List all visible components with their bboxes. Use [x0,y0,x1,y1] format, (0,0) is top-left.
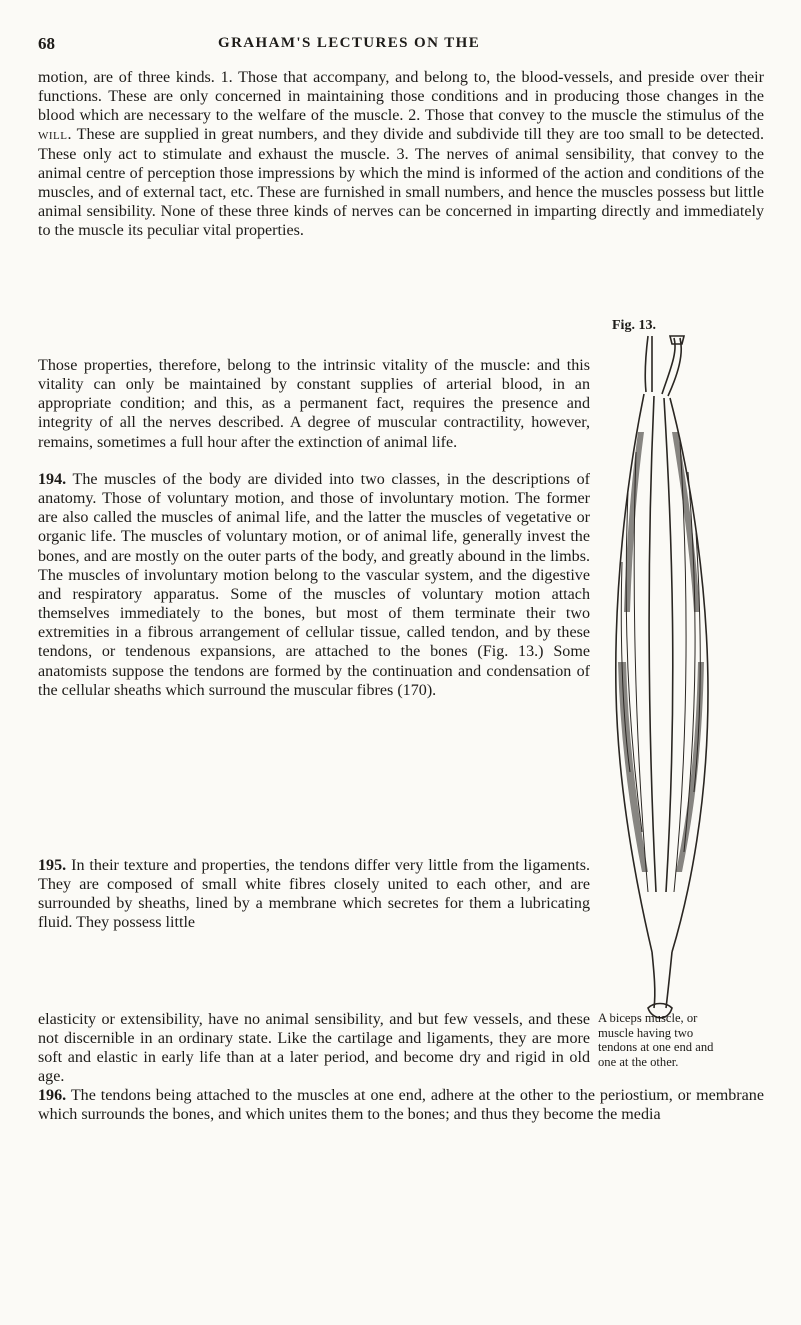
section-number-195: 195. [38,857,67,874]
paragraph-195 [38,856,590,933]
page-number: 68 [38,34,55,53]
paragraph-text: elasticity or extensibility, have no animal sensibility, and but few vessels, and these not discernible in an ordinary state. Like the cartilage and ligaments, they are more soft and elastic in early life than at a later period, and become dry and rigid in old age. [38,1011,590,1086]
paragraph-193-continued [38,68,764,240]
biceps-muscle-illustration [608,332,718,1022]
small-caps-will: will. [38,126,73,144]
paragraph-text: These are supplied in great numbers, and they divide and subdivide till they are too small to be detected. These only act to stimulate and exhaust the muscle. 3. The nerves of animal sensibility, that convey to the animal centre of perception those impressions by which the mind is informed of the action and conditions of the muscles, and of external tact, etc. These are furnished in small numbers, and hence the muscles possess but little animal sensibility. None of these three kinds of nerves can be concerned in imparting directly and immediately to the muscle its peculiar vital properties. [38,126,765,240]
paragraph-text: In their texture and properties, the tendons differ very little from the ligaments. They are composed of small white fibres closely united to each other, and are surrounded by sheaths, lined by a membrane which secretes for them a lubricating fluid. They possess little [38,857,590,932]
running-head: GRAHAM'S LECTURES ON THE [218,35,481,51]
page-header [38,34,758,58]
figure-caption: A biceps muscle, or muscle having two tendons at one end and one at the other. [598,1011,714,1069]
paragraph-text: Those properties, therefore, belong to the intrinsic vitality of the muscle: and this vitality can only be maintained by constant supplies of arterial blood, in an appropriate condition; and this, as a permanent fact, requires the presence and integrity of all the nerves described. A degree of muscular contractility, however, remains, sometimes a full hour after the extinction of animal life. [38,357,590,451]
paragraph-text: The muscles of the body are divided into two classes, in the descriptions of anatomy. Those of voluntary motion, and those of involuntary motion. The former are also called the muscles of animal life, and the latter the muscles of vegetative or organic life. The muscles of voluntary motion, or of animal life, generally invest the bones, and are mostly on the outer parts of the body, and greatly abound in the limbs. The muscles of involuntary motion belong to the vascular system, and the digestive and respiratory apparatus. Some of the muscles of voluntary motion attach themselves immediately to the bones, but most of them terminate their two extremities in a fibrous arrangement of cellular tissue, called tendon, and by these tendons, or tendenous expansions, are attached to the bones (Fig. 13.) Some anatomists suppose the tendons are formed by the continuation and condensation of the cellular sheaths which surround the muscular fibres (170). [38,471,590,699]
paragraph-193-narrow [38,356,590,452]
section-number-194: 194. [38,471,67,488]
paragraph-196 [38,1086,764,1124]
paragraph-195-continued [38,1010,590,1087]
paragraph-text: The tendons being attached to the muscles at one end, adhere at the other to the periostium, or membrane which surrounds the bones, and which unites them to the bones; and thus they become the media [38,1087,764,1124]
paragraph-194 [38,470,590,700]
figure-label: Fig. 13. [612,318,656,333]
section-number-196: 196. [38,1087,67,1104]
paragraph-text: motion, are of three kinds. 1. Those that accompany, and belong to, the blood-vessels, and preside over their functions. These are only concerned in maintaining those conditions and in producing those changes in the blood which are necessary to the welfare of the muscle. 2. Those that convey to the muscle the stimulus of the [38,69,764,125]
